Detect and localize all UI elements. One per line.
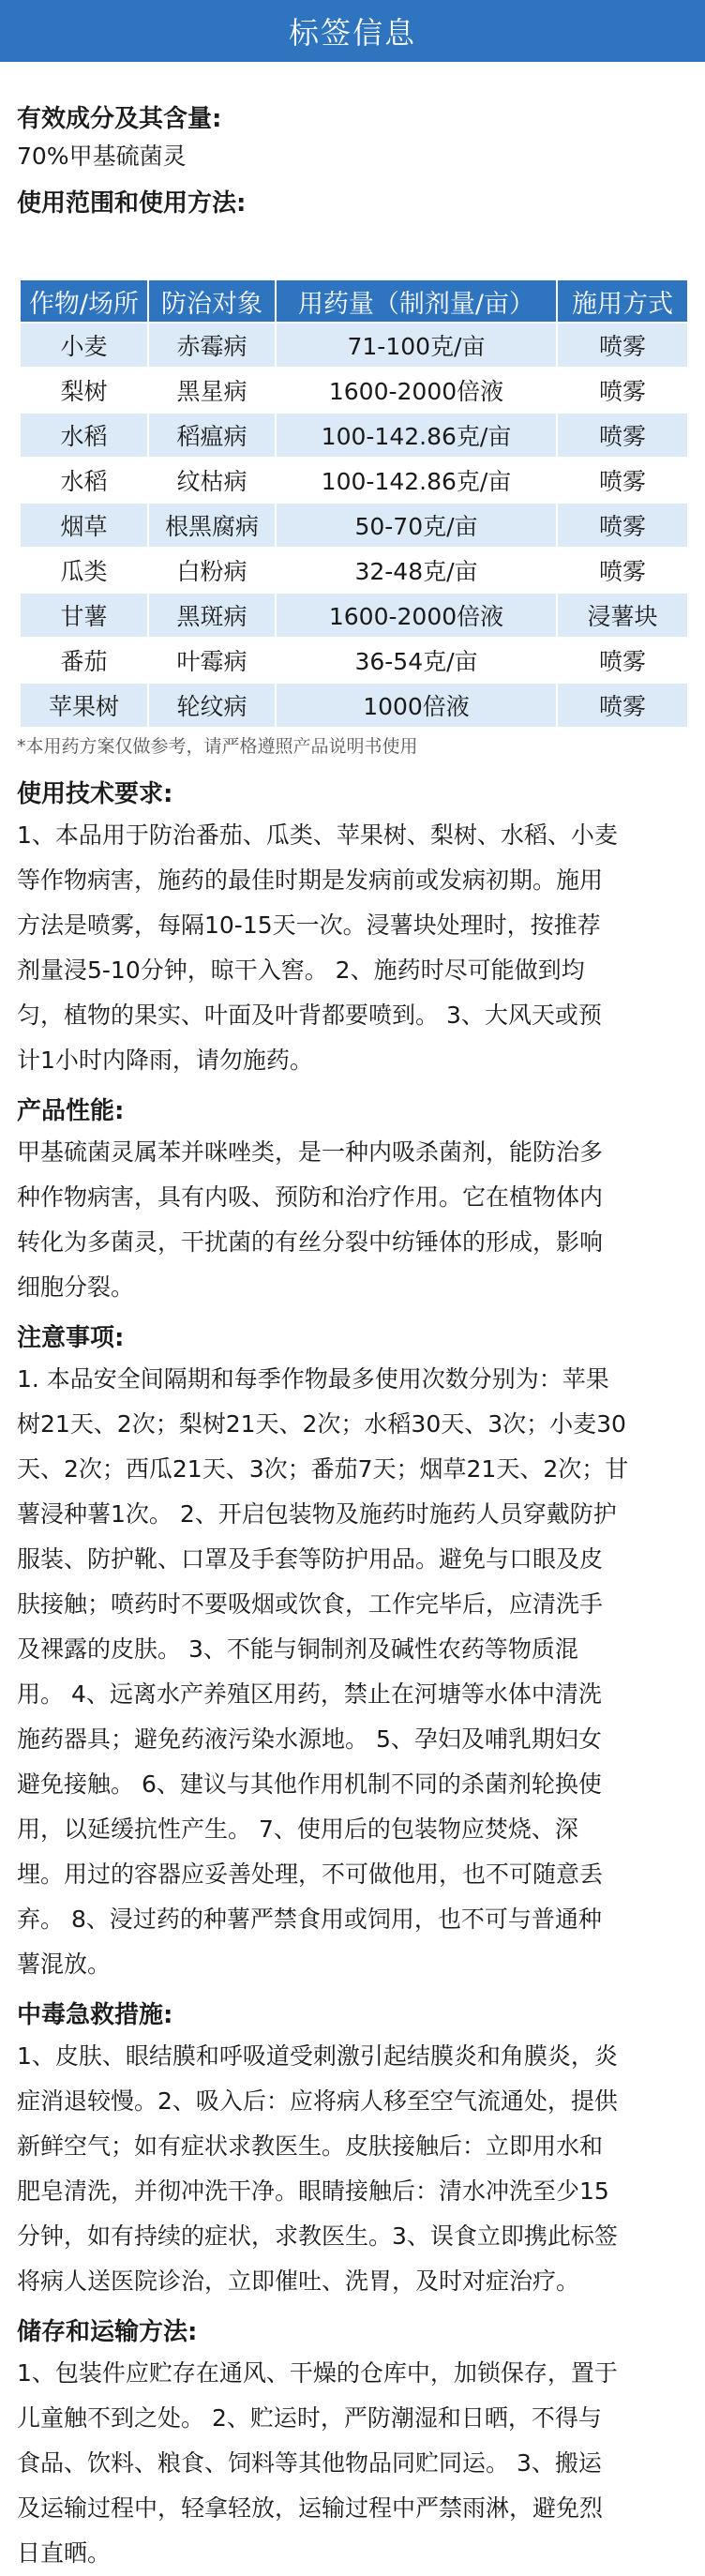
table-cell: 稻瘟病 <box>148 413 276 458</box>
table-cell: 36-54克/亩 <box>276 638 557 683</box>
table-cell: 浸薯块 <box>557 593 688 638</box>
technical-line: 计1小时内降雨，请勿施药。 <box>17 1047 313 1074</box>
table-cell: 32-48克/亩 <box>276 548 557 593</box>
table-cell: 100-142.86克/亩 <box>276 458 557 503</box>
performance-body <box>17 1130 688 1310</box>
header-banner <box>0 0 705 62</box>
storage-line: 及运输过程中，轻拿轻放，运输过程中严禁雨淋，避免烈 <box>17 2494 604 2522</box>
table-row <box>20 593 688 638</box>
technical-line: 等作物病害，施药的最佳时期是发病前或发病初期。施用 <box>17 866 604 894</box>
table-cell: 喷雾 <box>557 413 688 458</box>
first-aid-line: 新鲜空气；如有症状求教医生。皮肤接触后：立即用水和 <box>17 2132 604 2160</box>
column-header: 施用方式 <box>557 279 688 323</box>
precautions-line: 及裸露的皮肤。 3、不能与铜制剂及碱性农药等物质混 <box>17 1635 578 1663</box>
table-cell: 甘薯 <box>20 593 148 638</box>
technical-line: 方法是喷雾，每隔10-15天一次。浸薯块处理时，按推荐 <box>17 911 601 939</box>
table-cell: 50-70克/亩 <box>276 503 557 548</box>
table-cell: 黑斑病 <box>148 593 276 638</box>
precautions-line: 避免接触。 6、建议与其他作用机制不同的杀菌剂轮换使 <box>17 1770 602 1798</box>
performance-heading: 产品性能: <box>17 1097 125 1125</box>
precautions-line: 薯混放。 <box>17 1951 112 1978</box>
precautions-heading: 注意事项: <box>17 1324 125 1352</box>
first-aid-line: 肥皂清洗，并彻冲洗干净。眼睛接触后：清水冲洗至少15 <box>17 2177 609 2205</box>
storage-line: 1、包装件应贮存在通风、干燥的仓库中，加锁保存，置于 <box>17 2359 618 2387</box>
table-row <box>20 683 688 728</box>
precautions-line: 埋。用过的容器应妥善处理，不可做他用，也不可随意丢 <box>17 1860 604 1888</box>
storage-line: 儿童触不到之处。 2、贮运时，严防潮湿和日晒，不得与 <box>17 2404 602 2432</box>
performance-line: 转化为多菌灵，干扰菌的有丝分裂中纺锤体的形成，影响 <box>17 1228 604 1256</box>
table-cell: 苹果树 <box>20 683 148 728</box>
column-header: 防治对象 <box>148 279 276 323</box>
table-row <box>20 413 688 458</box>
first-aid-body <box>17 2034 688 2304</box>
table-cell: 喷雾 <box>557 458 688 503</box>
table-cell: 喷雾 <box>557 548 688 593</box>
table-row <box>20 323 688 368</box>
table-cell: 1000倍液 <box>276 683 557 728</box>
storage-heading: 储存和运输方法: <box>17 2318 198 2346</box>
first-aid-line: 1、皮肤、眼结膜和呼吸道受刺激引起结膜炎和角膜炎，炎 <box>17 2042 618 2070</box>
table-cell: 1600-2000倍液 <box>276 593 557 638</box>
precautions-line: 施药器具；避免药液污染水源地。 5、孕妇及哺乳期妇女 <box>17 1725 602 1753</box>
table-cell: 瓜类 <box>20 548 148 593</box>
precautions-line: 1. 本品安全间隔期和每季作物最多使用次数分别为：苹果 <box>17 1365 609 1393</box>
table-row <box>20 458 688 503</box>
label-content <box>0 62 705 2576</box>
table-row <box>20 368 688 413</box>
technical-line: 剂量浸5-10分钟，晾干入窖。 2、施药时尽可能做到均 <box>17 957 585 984</box>
precautions-line: 弃。 8、浸过药的种薯严禁食用或饲用，也不可与普通种 <box>17 1906 602 1933</box>
first-aid-heading: 中毒急救措施: <box>17 2001 173 2029</box>
column-header: 作物/场所 <box>20 279 148 323</box>
usage-table <box>19 279 689 729</box>
precautions-line: 肤接触；喷药时不要吸烟或饮食，工作完毕后，应清洗手 <box>17 1590 604 1618</box>
first-aid-line: 分钟，如有持续的症状，求教医生。3、误食立即携此标签 <box>17 2222 618 2250</box>
active-ingredient-value: 70%甲基硫菌灵 <box>17 143 187 170</box>
usage-table-wrap <box>17 279 688 729</box>
precautions-line: 用。 4、远离水产养殖区用药，禁止在河塘等水体中清洗 <box>17 1680 602 1708</box>
table-cell: 100-142.86克/亩 <box>276 413 557 458</box>
active-ingredient-heading: 有效成分及其含量: <box>17 105 222 133</box>
table-header-row <box>20 279 688 323</box>
table-row <box>20 503 688 548</box>
precautions-line: 服装、防护靴、口罩及手套等防护用品。避免与口眼及皮 <box>17 1545 604 1573</box>
table-cell: 轮纹病 <box>148 683 276 728</box>
performance-line: 种作物病害，具有内吸、预防和治疗作用。它在植物体内 <box>17 1183 604 1211</box>
table-row <box>20 638 688 683</box>
technical-line: 1、本品用于防治番茄、瓜类、苹果树、梨树、水稻、小麦 <box>17 821 618 849</box>
column-header: 用药量（制剂量/亩） <box>276 279 557 323</box>
table-row <box>20 548 688 593</box>
precautions-line: 用，以延缓抗性产生。 7、使用后的包装物应焚烧、深 <box>17 1815 578 1843</box>
table-cell: 喷雾 <box>557 323 688 368</box>
table-cell: 喷雾 <box>557 683 688 728</box>
technical-body <box>17 813 688 1083</box>
table-cell: 小麦 <box>20 323 148 368</box>
table-cell: 喷雾 <box>557 503 688 548</box>
table-cell: 白粉病 <box>148 548 276 593</box>
storage-line: 食品、饮料、粮食、饲料等其他物品同贮同运。 3、搬运 <box>17 2449 602 2477</box>
table-cell: 水稻 <box>20 458 148 503</box>
table-cell: 黑星病 <box>148 368 276 413</box>
precautions-body <box>17 1357 688 1987</box>
precautions-line: 树21天、2次；梨树21天、2次；水稻30天、3次；小麦30 <box>17 1410 626 1438</box>
table-cell: 根黑腐病 <box>148 503 276 548</box>
first-aid-line: 将病人送医院诊治，立即催吐、洗胃，及时对症治疗。 <box>17 2267 580 2295</box>
technical-heading: 使用技术要求: <box>17 780 173 808</box>
table-cell: 赤霉病 <box>148 323 276 368</box>
performance-line: 细胞分裂。 <box>17 1273 135 1301</box>
usage-note: *本用药方案仅做参考，请严格遵照产品说明书使用 <box>17 736 418 757</box>
storage-body <box>17 2351 688 2576</box>
precautions-line: 薯浸种薯1次。 2、开启包装物及施药时施药人员穿戴防护 <box>17 1500 617 1528</box>
technical-line: 匀，植物的果实、叶面及叶背都要喷到。 3、大风天或预 <box>17 1002 602 1029</box>
table-cell: 喷雾 <box>557 368 688 413</box>
table-cell: 71-100克/亩 <box>276 323 557 368</box>
table-cell: 烟草 <box>20 503 148 548</box>
table-cell: 叶霉病 <box>148 638 276 683</box>
page-title: 标签信息 <box>288 15 416 51</box>
table-cell: 喷雾 <box>557 638 688 683</box>
storage-line: 日直晒。 <box>17 2539 112 2567</box>
precautions-line: 天、2次；西瓜21天、3次；番茄7天；烟草21天、2次；甘 <box>17 1455 629 1483</box>
first-aid-line: 症消退较慢。2、吸入后：应将病人移至空气流通处，提供 <box>17 2087 618 2115</box>
table-cell: 梨树 <box>20 368 148 413</box>
table-cell: 水稻 <box>20 413 148 458</box>
table-cell: 1600-2000倍液 <box>276 368 557 413</box>
performance-line: 甲基硫菌灵属苯并咪唑类，是一种内吸杀菌剂，能防治多 <box>17 1138 604 1166</box>
table-cell: 番茄 <box>20 638 148 683</box>
table-cell: 纹枯病 <box>148 458 276 503</box>
usage-heading: 使用范围和使用方法: <box>17 189 247 218</box>
